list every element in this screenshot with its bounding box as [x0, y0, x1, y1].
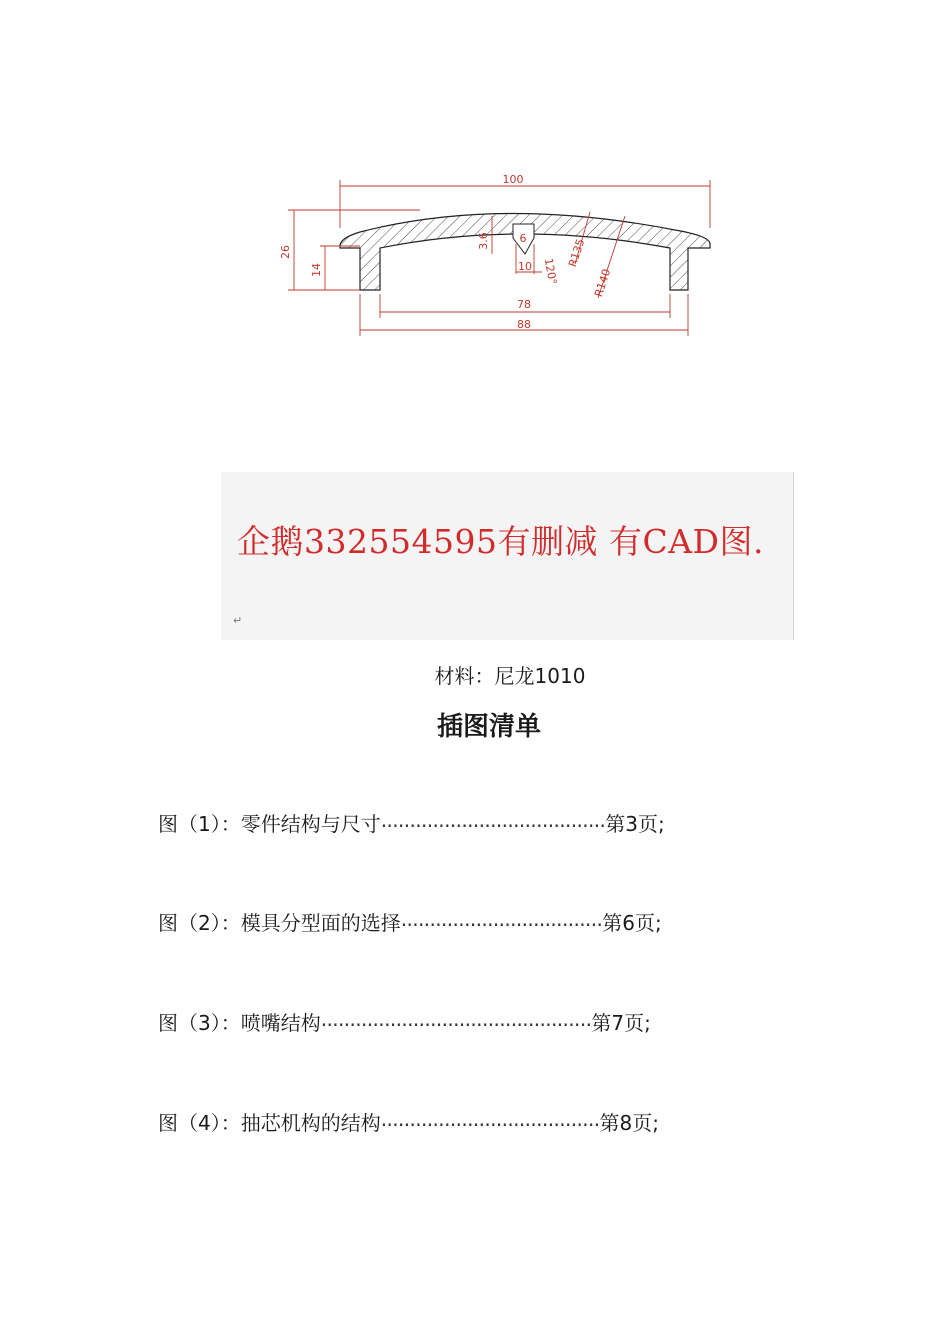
- return-mark-icon: ↵: [233, 614, 243, 627]
- toc-dots: ...............................................: [320, 1007, 592, 1031]
- dim-height-side: 14: [310, 263, 323, 277]
- toc-title: 抽芯机构的结构: [240, 1111, 381, 1135]
- toc-dots: .......................................: [380, 808, 606, 832]
- toc-prefix: 图（4）：: [158, 1111, 241, 1135]
- toc-prefix: 图（2）：: [158, 911, 241, 935]
- toc-prefix: 图（1）：: [158, 812, 241, 836]
- dim-overall-width: 100: [502, 173, 524, 186]
- dim-slot-angle: 120°: [541, 257, 560, 286]
- toc-item-4: [158, 1107, 659, 1136]
- dim-outer-width: 88: [517, 318, 531, 331]
- toc-dots: ...................................: [400, 907, 603, 931]
- toc-title: 喷嘴结构: [240, 1011, 321, 1035]
- toc-page: 第6页;: [602, 911, 662, 935]
- watermark-banner: [221, 472, 794, 640]
- part-drawing: [270, 168, 730, 348]
- dim-radius-outer: R140: [592, 267, 614, 299]
- list-title: 插图清单: [436, 712, 541, 742]
- toc-item-2: [158, 907, 662, 936]
- toc-page: 第7页;: [591, 1011, 651, 1035]
- toc-page: 第8页;: [599, 1111, 659, 1135]
- toc-item-1: [158, 808, 665, 837]
- dim-slot-top: 6: [519, 232, 527, 245]
- dim-inner-width: 78: [517, 298, 531, 311]
- dim-slot-depth: 3.6: [477, 232, 490, 250]
- toc-dots: ......................................: [380, 1107, 600, 1131]
- toc-title: 模具分型面的选择: [240, 911, 401, 935]
- toc-prefix: 图（3）：: [158, 1011, 241, 1035]
- dim-slot-bottom: 10: [518, 260, 532, 273]
- dim-radius-inner: R135: [566, 237, 588, 269]
- toc-page: 第3页;: [605, 812, 665, 836]
- watermark-text: 企鹅332554595有删减 有CAD图.: [237, 522, 764, 561]
- dim-height-total: 26: [279, 245, 292, 259]
- toc-item-3: [158, 1007, 651, 1036]
- material-caption: 材料：尼龙1010: [434, 664, 586, 688]
- toc-title: 零件结构与尺寸: [240, 812, 381, 836]
